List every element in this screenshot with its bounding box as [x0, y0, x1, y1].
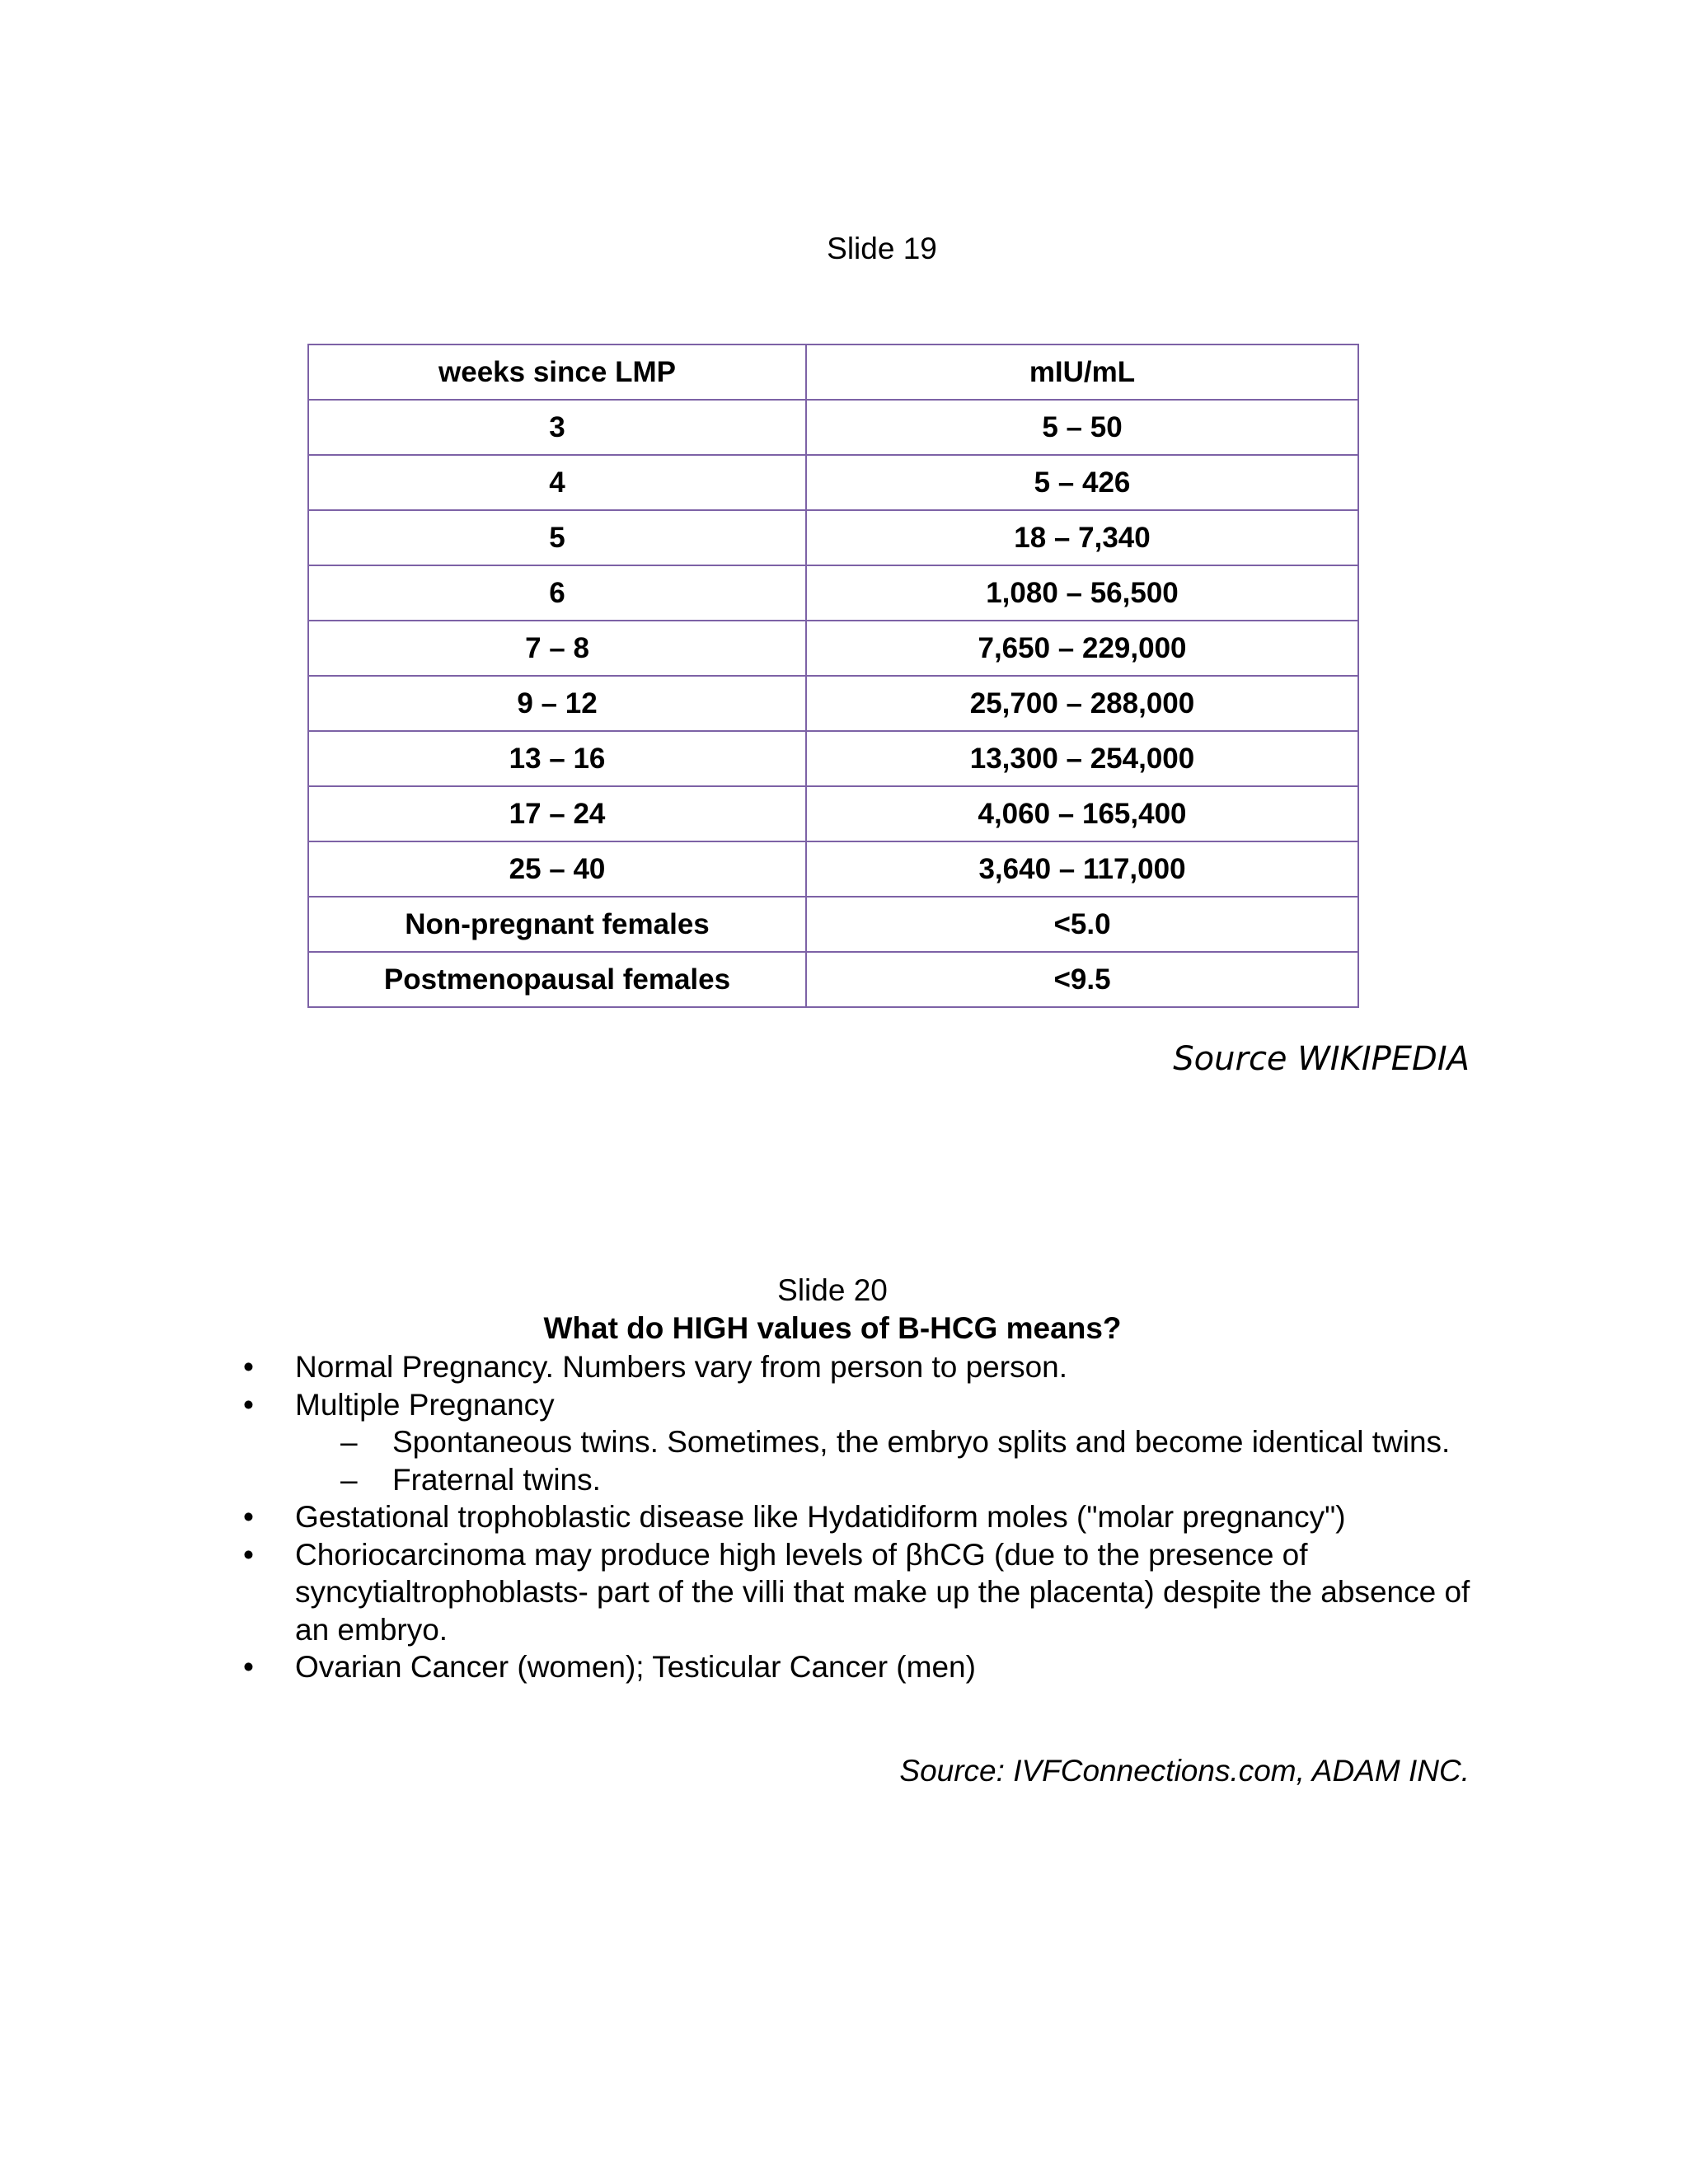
- cell-miu-ml: 18 – 7,340: [806, 510, 1358, 565]
- list-item: [243, 1648, 1479, 1686]
- slide19-title: Slide 19: [827, 232, 937, 265]
- cell-miu-ml: 1,080 – 56,500: [806, 565, 1358, 621]
- bullet-icon: •: [243, 1650, 254, 1684]
- slide20-heading: What do HIGH values of B-HCG means?: [543, 1311, 1122, 1345]
- cell-miu-ml: 25,700 – 288,000: [806, 676, 1358, 731]
- header-miu-ml: mIU/mL: [806, 344, 1358, 400]
- cell-miu-ml: <9.5: [806, 952, 1358, 1007]
- sub-list-item: [340, 1423, 1479, 1461]
- cell-miu-ml: 5 – 50: [806, 400, 1358, 455]
- table-row: [308, 621, 1358, 676]
- hcg-levels-table: [307, 344, 1359, 1008]
- cell-weeks: 3: [308, 400, 806, 455]
- cell-weeks: 17 – 24: [308, 786, 806, 841]
- high-values-list: [243, 1348, 1479, 1686]
- cell-weeks: Postmenopausal females: [308, 952, 806, 1007]
- source-ivf: Source: IVFConnections.com, ADAM INC.: [899, 1754, 1470, 1788]
- bullet-text: Normal Pregnancy. Numbers vary from person to person.: [295, 1350, 1068, 1384]
- cell-miu-ml: 13,300 – 254,000: [806, 731, 1358, 786]
- bullet-icon: •: [243, 1387, 254, 1422]
- cell-weeks: 6: [308, 565, 806, 621]
- cell-weeks: 4: [308, 455, 806, 510]
- bullet-icon: •: [243, 1500, 254, 1534]
- cell-weeks: 5: [308, 510, 806, 565]
- table-row: [308, 510, 1358, 565]
- table-row: [308, 952, 1358, 1007]
- list-item: [243, 1348, 1479, 1386]
- dash-icon: –: [340, 1425, 358, 1459]
- table-row: [308, 786, 1358, 841]
- bullet-icon: •: [243, 1537, 254, 1572]
- cell-miu-ml: 7,650 – 229,000: [806, 621, 1358, 676]
- list-item: [243, 1536, 1479, 1649]
- cell-miu-ml: 5 – 426: [806, 455, 1358, 510]
- bullet-text: Choriocarcinoma may produce high levels of βhCG (due to the presence of syncytialtrophoblasts- part of the villi that make up the placenta) despite the absence of an embryo.: [295, 1537, 1470, 1647]
- list-item: [243, 1498, 1479, 1536]
- header-weeks: weeks since LMP: [308, 344, 806, 400]
- sub-list-item: [340, 1461, 1479, 1499]
- sub-item-text: Fraternal twins.: [392, 1462, 601, 1497]
- table-header-row: [308, 344, 1358, 400]
- cell-weeks: 25 – 40: [308, 841, 806, 897]
- cell-weeks: 9 – 12: [308, 676, 806, 731]
- source-wikipedia: Source WIKIPEDIA: [1173, 1040, 1470, 1078]
- cell-miu-ml: 4,060 – 165,400: [806, 786, 1358, 841]
- slide20-title: Slide 20: [777, 1273, 888, 1307]
- table-row: [308, 676, 1358, 731]
- list-item: [243, 1386, 1479, 1499]
- cell-miu-ml: 3,640 – 117,000: [806, 841, 1358, 897]
- sub-list: [295, 1423, 1479, 1498]
- table-row: [308, 565, 1358, 621]
- table-row: [308, 897, 1358, 952]
- cell-weeks: Non-pregnant females: [308, 897, 806, 952]
- sub-item-text: Spontaneous twins. Sometimes, the embryo splits and become identical twins.: [392, 1425, 1451, 1459]
- table-row: [308, 400, 1358, 455]
- bullet-icon: •: [243, 1350, 254, 1384]
- dash-icon: –: [340, 1462, 358, 1497]
- bullet-text: Multiple Pregnancy: [295, 1387, 555, 1422]
- table-row: [308, 455, 1358, 510]
- bullet-text: Gestational trophoblastic disease like Hydatidiform moles ("molar pregnancy"): [295, 1500, 1346, 1534]
- cell-weeks: 7 – 8: [308, 621, 806, 676]
- cell-weeks: 13 – 16: [308, 731, 806, 786]
- cell-miu-ml: <5.0: [806, 897, 1358, 952]
- table-body: [308, 400, 1358, 1007]
- table-row: [308, 841, 1358, 897]
- bullet-text: Ovarian Cancer (women); Testicular Cancer (men): [295, 1650, 976, 1684]
- table-row: [308, 731, 1358, 786]
